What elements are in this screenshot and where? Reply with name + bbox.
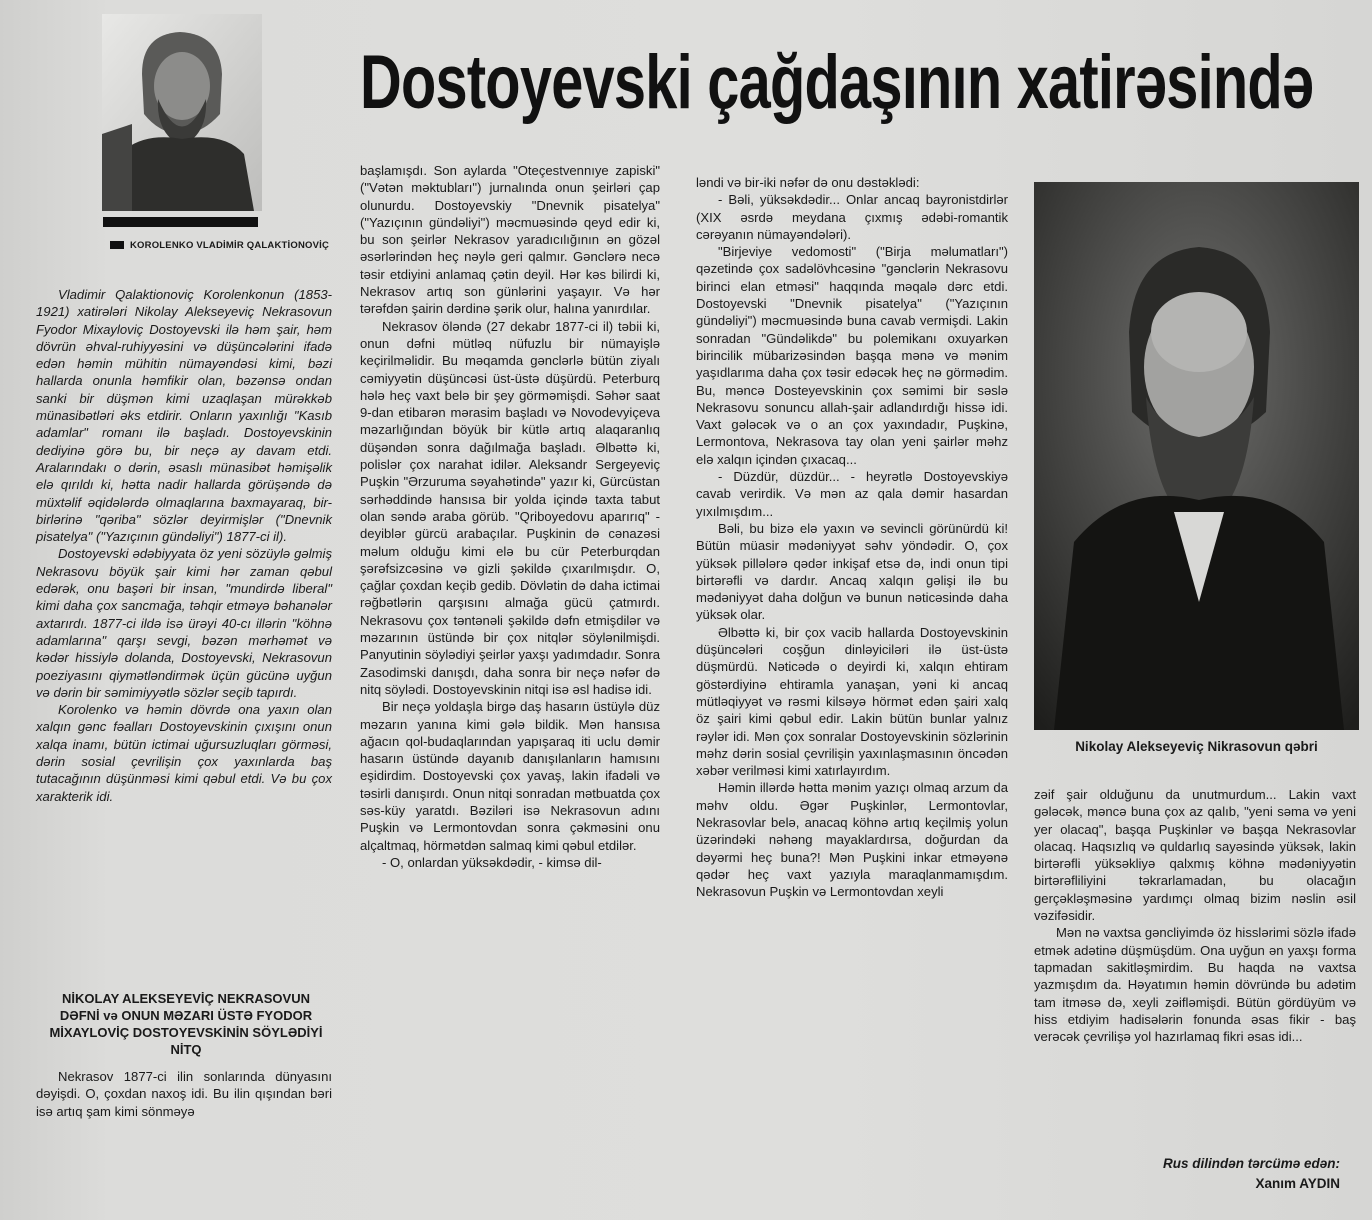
body-paragraph: Həmin illərdə hətta mənim yazıçı olmaq arzum da məhv oldu. Əgər Puşkinlər, Lermontovlar, Nekrasovlar belə, anacaq köhnə artıq keçilmiş yolun üzərindəki nəhəng mayaklardırsa, doğurdan da dəyərmi heç buna?! Mən Puşkini inkar etməyənə qədər heç vaxt yazıyla maraqlanmamışdım. Nekrasovun Puşkin və Lermontovdan xeyli bbox=[696, 780, 1008, 900]
body-paragraph: başlamışdı. Son aylarda "Oteçestvennıye zapiski" ("Vətən məktubları") jurnalında onun şeirləri çap olunurdu. Dostoyevskiy "Dnevnik pisatelya" ("Yazıçının gündəliyi") məcmuəsində qeyd edir ki, bu son şeirlər Nekrasov yaradıcılığının ən gözəl əsərlərindən heç nəylə geri qalmır. Gənclərə necə təsir etdiyini anlamaq çətin deyil. Hər kəs bilirdi ki, Nekrasov artıq son günlərini yaşayır. Və hər tərəfdən şairin dərdinə şərik olur, halına yanırdılar. bbox=[360, 163, 660, 317]
intro-paragraph: Vladimir Qalaktionoviç Korolenkonun (1853-1921) xatirələri Nikolay Alekseyeviç Nekrasovun Fyodor Mixayloviç Dostoyevski ilə həm şair, həm dövrün əhval-ruhiyyəsini və düşüncələrini ifadə edən həmin mühitin nümayəndəsi kimi, bəzi hallarda onunla həmfikir olan, bəzənsə ondan sanki bir düşmən kimi uzaqlaşan mürəkkəb münasibətləri əks etdirir. Onların yaxınlığı "Kasıb adamlar" romanı ilə başladı. Dostoyevskinin dediyinə görə bu, bir neçə ay davam etdi. Aralarındakı o dərin, əsaslı münasibət həmişəlik elə qırıldı ki, hətta nadir hallarda görüşəndə də müxtəlif əqidələrdə olmaqlarına baxmayaraq, bir-birlərinə "qəriba" sözlər deyirmişlər ("Dnevnik pisatelya" ("Yazıçının gündəliyi") 1877-ci il). bbox=[36, 287, 332, 545]
body-paragraph: ləndi və bir-iki nəfər də onu dəstəklədi: bbox=[696, 175, 920, 190]
column-four bbox=[1034, 786, 1356, 1045]
body-paragraph: Nekrasov 1877-ci ilin sonlarında dünyasını dəyişdi. O, çoxdan naxoş idi. Bu ilin qışından bəri isə artıq şam kimi sönməyə bbox=[36, 1069, 332, 1119]
column-three bbox=[696, 174, 1008, 900]
body-paragraph: zəif şair olduğunu da unutmurdum... Lakin vaxt gələcək, məncə buna çox az qalıb, "yeni səma və yeni yer olacaq", başqa Puşkinlər və başqa Nekrasovlar olacaq. Haqsızlıq və quldarlıq sayəsində yüksək, lakin birtərəfli yüksəkliyə qalxmış köhnə mədəniyyətin birtərəfliliyini təkrarlamadan, bu olacağın gerçəkləşməsinə yardımçı olmaq bizim nəslin əsil vəzifəsidir. bbox=[1034, 787, 1356, 924]
column-two bbox=[360, 162, 660, 871]
photo-divider-bar bbox=[103, 217, 258, 227]
body-paragraph: Nekrasov öləndə (27 dekabr 1877-ci il) təbii ki, onun dəfni mütləq nüfuzlu bir nümayişlə keçirilməlidir. Bu məqamda gənclərlə bütün ziyalı cəmiyyətin düşüncəsi üst-üstə düşürdü. Peterburq hələ heç vaxt belə bir şey görməmişdi. Səhər saat 9-dan etibarən mərasim başladı və Novodevyiçeva məzarlığından böyük bir kütlə artıq alaqaranlıq düşəndən sonra dağılmağa başladı. Əlbəttə ki, polislər çox narahat idilər. Aleksandr Sergeyeviç Puşkin "Ərzuruma səyahətində" yazır ki, Gürcüstan sərhəddində hansısa bir yolda içində taxta tabut olan səndə araba görüb. "Qriboyedovu aparırıq" - deyiblər gürcü arabaçılar. Puşkinin də cənazəsi məlum olduğu kimi elə bu cür Peterburqdan şərəfsizcəsinə və gizli şəkildə çıxarılmışdır. O, çağlar çoxdan keçib gedib. Dövlətin də daha ictimai rəğbətlərin qarşısını almağa gücü çatmırdı. Nekrasovu çox təntənəli şəkildə dəfn etmişdilər və məzarının üstündə bir çox nitqlər söylənilmişdi. Panyutinin söylədiyi şeirlər yaxşı yadımdadır. Sonra Zasodimski danışdı, daha sonra bir neçə nəfər də nitq söylədi. Dostoyevskinin nitqi isə əsl hadisə idi. bbox=[360, 318, 660, 697]
intro-paragraph: Dostoyevski ədəbiyyata öz yeni sözüylə gəlmiş Nekrasovu böyük şair kimi hər zaman qəbul edərək, onu başəri bir insan, "mundirdə liberal" kimi daha çox sancmağa, təhqir etməyə bəhanələr axtarırdı. 1877-ci ildə isə ürəyi 40-cı illərin "köhnə adamlarına" qarşı sevgi, bəzən mərhəmət və kədər hissiylə dolanda, Dostoyevski, Nekrasovun poeziyasını qiymətləndirmək üçün gücünə uyğun və dərin bir səmimiyyətlə sözlər seçib tapırdı. bbox=[36, 546, 332, 700]
dostoevsky-photo-caption: Nikolay Alekseyeviç Nikrasovun qəbri bbox=[1075, 739, 1318, 754]
translator-label: Rus dilindən tərcümə edən: bbox=[1162, 1156, 1340, 1171]
section-subheading: NİKOLAY ALEKSEYEVİÇ NEKRASOVUN DƏFNİ və ONUN MƏZARI ÜSTƏ FYODOR MİXAYLOVİÇ DOSTOYEVSKİNİN SÖYLƏDİYİ NİTQ bbox=[49, 991, 323, 1057]
body-paragraph: - O, onlardan yüksəkdədir, - kimsə dil- bbox=[382, 854, 602, 870]
translator-name: Xanım AYDIN bbox=[1255, 1176, 1340, 1191]
intro-column bbox=[36, 286, 332, 805]
korolenko-caption bbox=[110, 236, 330, 254]
body-paragraph: Əlbəttə ki, bir çox vacib hallarda Dostoyevskinin düşüncələri coşğun dinləyiciləri ilə üst-üstə düşmürdü. Nəticədə o deyirdi ki, xalqın ehtiram göstərdiyinə ehtiramla yanaşan, yəni ki ancaq mütləqiyyət və rəsmi kilsəyə hörmət edən şairi xalq öz şairi kimi qəbul edir. Lakin bütün bunlar yalnız rəylər idi. Mən çox sonralar Dostoyevskinin sözlərinin məhz dərin sosial çevrilişin yaxınlaşmasının öncədən xəbər verilməsi kimi xatırlayırdım. bbox=[696, 624, 1008, 779]
column-one-continuation bbox=[36, 1068, 332, 1120]
caption-marker bbox=[110, 241, 124, 249]
body-paragraph: - Düzdür, düzdür... - heyrətlə Dostoyevskiyə cavab verirdik. Və mən az qala dəmir hasardan yıxılmışdım... bbox=[696, 469, 1008, 519]
body-paragraph: Mən nə vaxtsa gəncliyimdə öz hisslərimi sözlə ifadə etmək adətinə düşmüşdüm. Ona uyğun ən yaxşı forma tapmadan sakitləşmirdim. Bu haqda nə vaxtsa yazmışdım da. Həyatımın həmin dövründə bu adətim tam itməsə də, xeyli zəifləmişdi. Bütün gördüyüm və hiss etdiyim hadisələrin fonunda əsas fikir - baş verəcək çevrilişə yol hazırlamaq fikri əsas idi... bbox=[1034, 925, 1356, 1045]
body-paragraph: - Bəli, yüksəkdədir... Onlar ancaq bayronistdirlər (XIX əsrdə meydana çıxmış ədəbi-romantik cərəyanın nümayəndələri). bbox=[696, 192, 1008, 242]
korolenko-caption-text: KOROLENKO VLADİMİR QALAKTİONOVİÇ bbox=[130, 239, 330, 251]
body-paragraph: Bəli, bu bizə elə yaxın və sevincli görünürdü ki! Bütün müasir mədəniyyət səhv yöndədir. O, çox yüksək pillələrə qədər inkişaf etsə də, indi onun tipi birtərəfli və dardır. Ancaq xalqın gəlişi ilə bu mədəniyyət daha dolğun və bunun nəticəsində daha yüksək olar. bbox=[696, 520, 1008, 623]
translator-credit bbox=[1060, 1154, 1340, 1194]
article-headline: Dostoyevski çağdaşının xatirəsində bbox=[360, 40, 1314, 125]
body-paragraph: "Birjeviye vedomosti" ("Birja məlumatları") qəzetində çox sadəlövhcəsinə "gənclərin Nekrasovu birinci elan etməsi" haqqında məqalə dərc etdi. Dostoyevski "Dnevnik pisatelya" ("Yazıçının gündəliyi") məcmuəsində buna cavab vermişdi. Lakin sonradan "Gündəlikdə" bu polemikanı oxuyarkən birincilik mübarizəsindən başqa mənə və mənim yaşıdlarıma daha çox təsir edəcək heç nə görmədim. Bu, məncə Dosteyevskinin çox səmimi bir səslə Nekrasovu sonuncu allah-şair adlandırdığı hissə idi. Vaxt gələcək və o an çox yaxındadır, Puşkinə, Lermontova, Nekrasova tay olan yeni şairlər məhz elə xalqın içindən çıxacaq... bbox=[696, 244, 1008, 467]
korolenko-portrait-image bbox=[102, 14, 262, 211]
body-paragraph: Bir neçə yoldaşla birgə daş hasarın üstüylə düz məzarın yanına kimi gələ bildik. Mən hansısa ağacın qol-budaqlarından yapışaraq iti uclu dəmir hasarın üstündə dayanıb danışılanların hamısını eşidirdim. Dostoyevski çox yavaş, lakin ifadəli və təsirli danışırdı. Onun nitqi sonradan mətbuatda çox səs-küy yaratdı. Bəziləri isə Nekrasovun adını Puşkin və Lermontovdan sonra çəkməsini onu alçaltmaq, hörmətdən salmaq kimi qəbul etdilər. bbox=[360, 699, 660, 853]
korolenko-portrait-photo bbox=[102, 14, 262, 211]
dostoevsky-portrait-image bbox=[1034, 182, 1359, 730]
dostoevsky-portrait-photo bbox=[1034, 182, 1359, 730]
intro-paragraph: Korolenko və həmin dövrdə ona yaxın olan xalqın gənc fəalları Dostoyevskinin çıxışını onun xalqa inamı, bütün ictimai uğursuzluqları görməsi, dərin sosial çevrilişin çox yaxınlarda baş tutacağının düşünməsi kimi qəbul etdi. Və bu çox xarakterik idi. bbox=[36, 702, 332, 804]
